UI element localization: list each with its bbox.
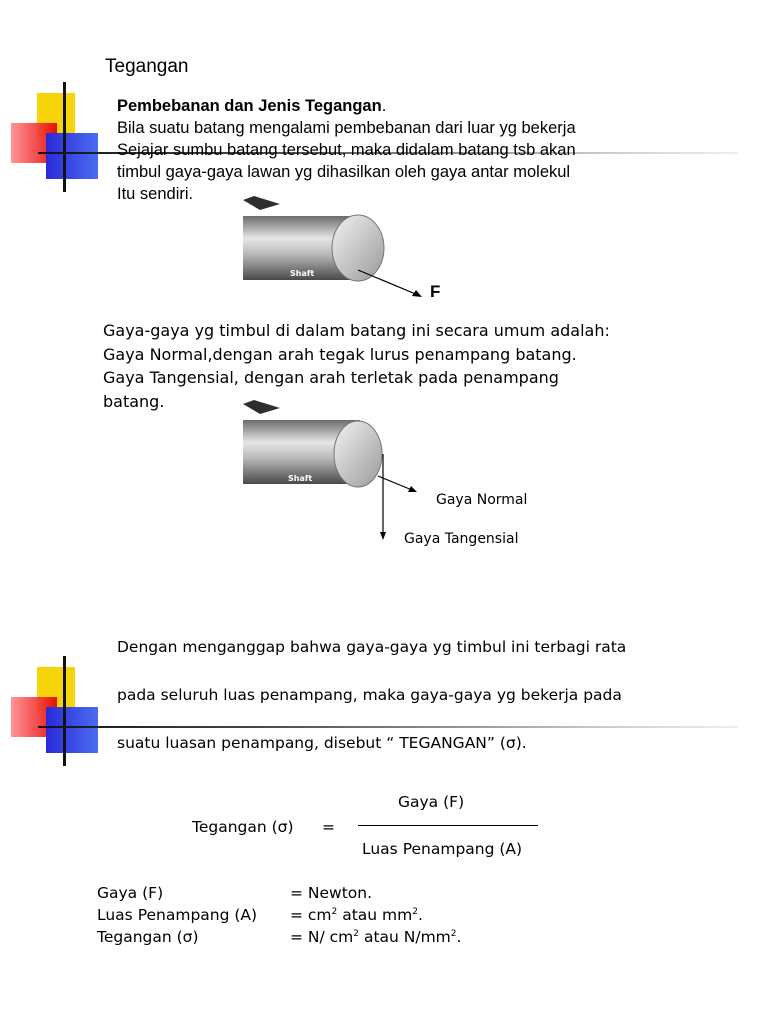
slide2-corner-decoration: [0, 656, 100, 776]
slide1-para2-line: batang.: [103, 391, 165, 411]
slide2-line: pada seluruh luas penampang, maka gaya-gaya yg bekerja pada: [117, 686, 622, 704]
normal-force-label: Gaya Normal: [436, 492, 528, 508]
force-label: F: [430, 282, 441, 301]
formula-denominator: Luas Penampang (A): [362, 840, 523, 858]
slide1-title: Tegangan: [105, 56, 189, 77]
definition-term: Gaya (F): [97, 884, 164, 902]
slide1-para-line: Bila suatu batang mengalami pembebanan dari luar yg bekerja: [117, 119, 576, 137]
tangential-force-label: Gaya Tangensial: [404, 531, 519, 547]
slide2-line: Dengan menganggap bahwa gaya-gaya yg timbul ini terbagi rata: [117, 638, 627, 656]
definition-term: Luas Penampang (A): [97, 906, 258, 924]
shaft-label: Shaft: [290, 269, 315, 278]
unit-definitions: [97, 882, 461, 948]
fraction-bar: [358, 825, 538, 826]
slide1-para2-line: Gaya-gaya yg timbul di dalam batang ini secara umum adalah:: [103, 321, 610, 340]
shaft-axial-force-figure: [240, 190, 460, 310]
definition-row: [97, 882, 461, 904]
slide2-line: suatu luasan penampang, disebut “ TEGANGAN” (σ).: [117, 734, 527, 752]
slide1-paragraph: Pembebanan dan Jenis Tegangan. Bila suatu batang mengalami pembebanan dari luar yg bekerja Sejajar sumbu batang tersebut, maka didalam batang tsb akan timbul gaya-gaya lawan yg dihasilkan oleh gaya antar molekul Itu sendiri.: [117, 95, 677, 205]
slide1-para-line: Sejajar sumbu batang tersebut, maka didalam batang tsb akan: [117, 141, 576, 159]
slide2-paragraph: [117, 638, 717, 782]
slide1-para2-line: Gaya Tangensial, dengan arah terletak pada penampang: [103, 368, 559, 387]
formula-left-side: Tegangan (σ): [192, 818, 294, 836]
slide1-corner-decoration: [0, 82, 100, 202]
definition-value: = N/ $cm^2$ atau $N/mm^2$.: [290, 928, 462, 946]
slide1-para2-line: Gaya Normal,dengan arah tegak lurus penampang batang.: [103, 344, 577, 364]
definition-term: Tegangan (σ): [97, 928, 199, 946]
formula-equals: =: [322, 818, 335, 836]
slide1-para-line: Itu sendiri.: [117, 185, 194, 203]
formula-numerator: Gaya (F): [398, 793, 465, 811]
definition-value: = $cm^2$ atau $mm^2$.: [290, 906, 423, 924]
slide1-heading: Pembebanan dan Jenis Tegangan: [117, 97, 382, 115]
definition-row: [97, 904, 461, 926]
definition-value: = Newton.: [290, 884, 373, 902]
slide1-para-line: timbul gaya-gaya lawan yg dihasilkan oleh gaya antar molekul: [117, 163, 571, 181]
shaft-normal-tangential-figure: [240, 398, 440, 548]
shaft-label: Shaft: [288, 474, 313, 483]
definition-row: [97, 926, 461, 948]
